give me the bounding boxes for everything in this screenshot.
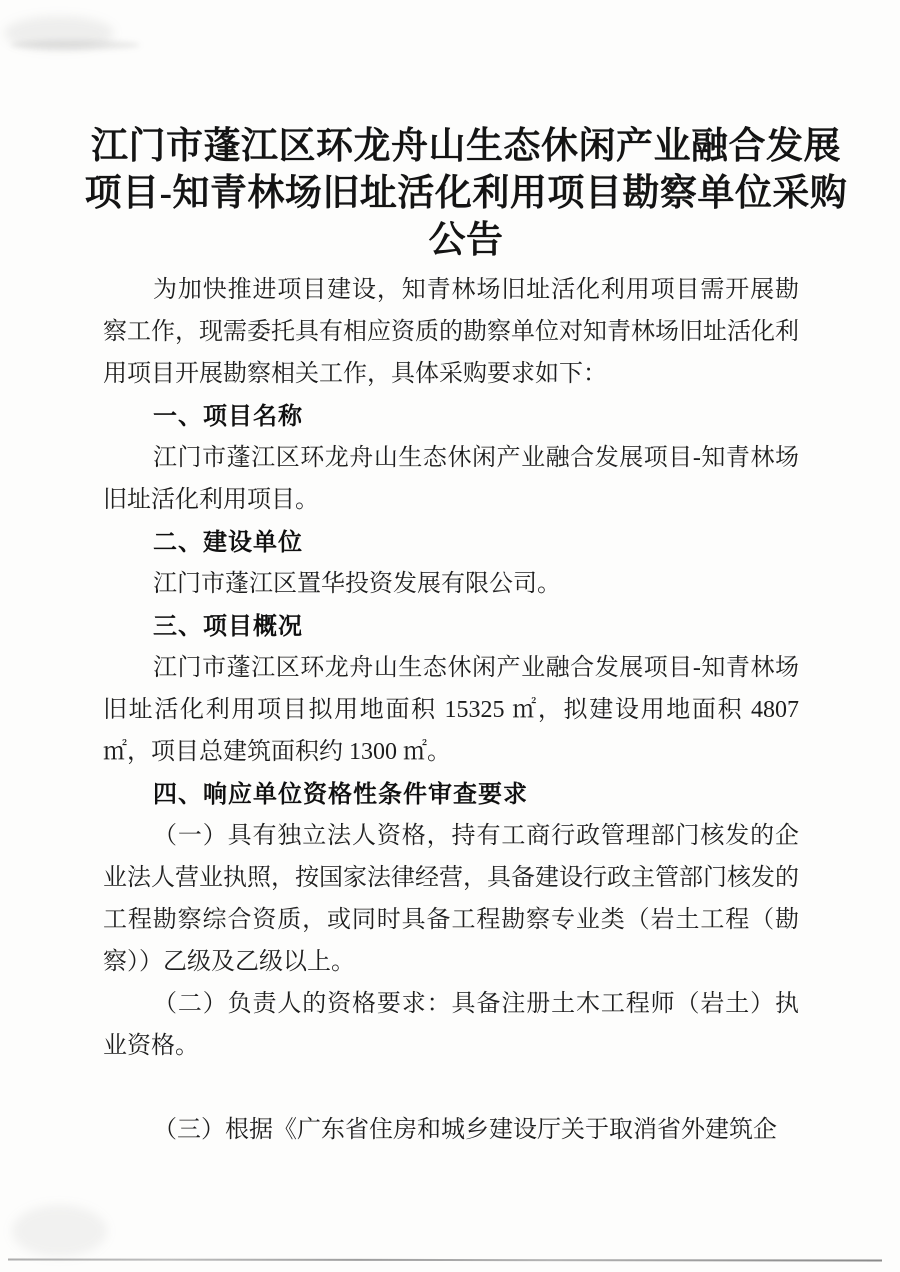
body-paragraph: （二）负责人的资格要求：具备注册土木工程师（岩土）执业资格。 bbox=[103, 991, 799, 1059]
scan-smudge-top-left bbox=[4, 16, 114, 50]
body-paragraph: （三）根据《广东省住房和城乡建设厅关于取消省外建筑企 bbox=[153, 1117, 777, 1143]
scan-artifact-bottom-edge-line bbox=[8, 1259, 882, 1262]
document-title bbox=[16, 123, 900, 264]
body-paragraph: 江门市蓬江区环龙舟山生态休闲产业融合发展项目-知青林场旧址活化利用项目。 bbox=[103, 445, 799, 513]
scan-smudge-bottom-left bbox=[12, 1205, 107, 1257]
section-heading-2: 二、建设单位 bbox=[153, 528, 303, 556]
document-title-line-3: 公告 bbox=[428, 219, 504, 261]
body-paragraph: （一）具有独立法人资格，持有工商行政管理部门核发的企业法人营业执照，按国家法律经营，具备建设行政主管部门核发的工程勘察综合资质，或同时具备工程勘察专业类（岩土工程（勘察））乙级及乙级以上。 bbox=[103, 823, 799, 975]
body-paragraph: 江门市蓬江区环龙舟山生态休闲产业融合发展项目-知青林场旧址活化利用项目拟用地面积 15325 ㎡，拟建设用地面积 4807 ㎡，项目总建筑面积约 1300 ㎡。 bbox=[103, 655, 799, 765]
section-heading-1: 一、项目名称 bbox=[153, 402, 303, 430]
body-paragraph: 江门市蓬江区置华投资发展有限公司。 bbox=[153, 571, 561, 597]
scan-smudge-top-left-streak bbox=[10, 40, 140, 50]
intro-paragraph: 为加快推进项目建设，知青林场旧址活化利用项目需开展勘察工作，现需委托具有相应资质的勘察单位对知青林场旧址活化利用项目开展勘察相关工作，具体采购要求如下： bbox=[103, 277, 799, 387]
sections-container bbox=[103, 395, 799, 1151]
document-title-line-2: 项目-知青林场旧址活化利用项目勘察单位采购 bbox=[84, 172, 848, 214]
section-heading-3: 三、项目概况 bbox=[153, 612, 303, 640]
document-body bbox=[103, 269, 799, 1151]
section-heading-4: 四、响应单位资格性条件审查要求 bbox=[153, 780, 528, 808]
document-title-line-1: 江门市蓬江区环龙舟山生态休闲产业融合发展 bbox=[91, 125, 841, 167]
